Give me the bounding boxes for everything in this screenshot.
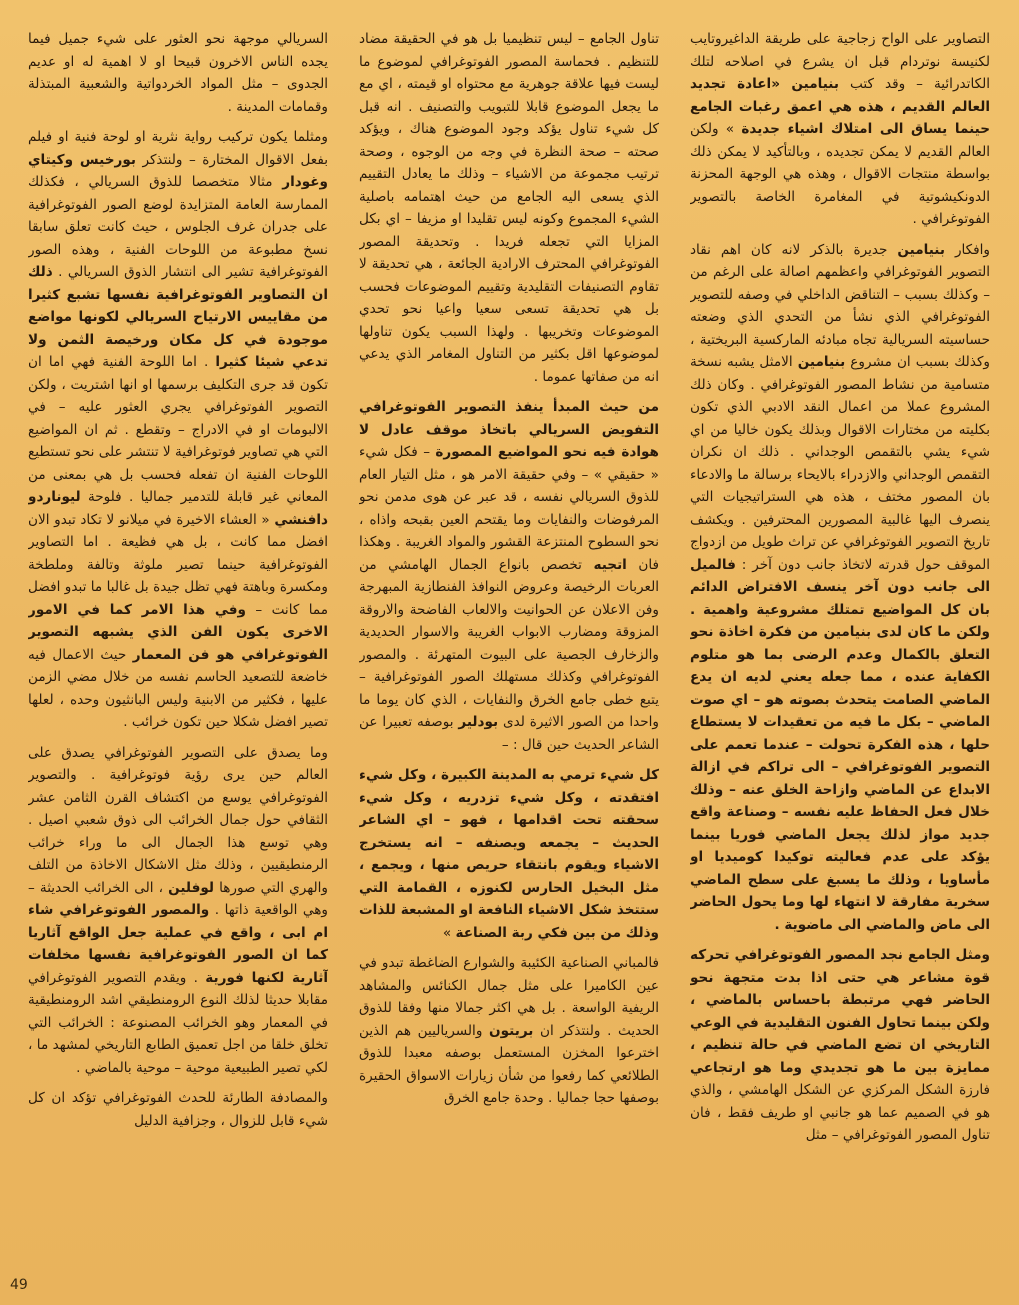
text-run: والمصادفة الطارئة للحدث الفوتوغرافي تؤكد ان كل شيء قابل للزوال ، وجزافية الدليل (28, 1090, 328, 1129)
bold-text-run: لوفلين (168, 879, 214, 896)
bold-text-run: كل شيء ترمي به المدينة الكبيرة ، وكل شيء افتقدته ، وكل شيء تزدريه ، وكل شيء سحقته تحت اقدامها ، فهو – اي الشاعر الحديث – يجمعه ويصنفه – انه يستخرج الاشياء ويقوم بانتقاء حريص منها ، ويجمع ، مثل البخيل الحارس لكنوزه ، القمامة التي ستتخذ شكل الاشياء النافعة او المشبعة للذات وذلك من بين فكي ربة الصناعة (359, 767, 659, 941)
text-columns (28, 28, 990, 1268)
article-paragraph (359, 396, 659, 756)
article-paragraph (28, 742, 328, 1080)
text-run: . اما اللوحة الفنية فهي اما ان تكون قد جرى التكليف برسمها او انها اشتريت ، ولكن التصوير الفوتوغرافي يجري العثور عليه – في الالبومات او في الادراج – وتقطع . ثم ان المواضيع التي هي تصاوير فوتوغرافية لا تنتشر على نحو تستطيع اللوحات الفنية ان تفعله فحسب بل هي بمعنى من المعاني غير قابلة للتدمير جماليا . فلوحة (28, 354, 328, 505)
column-right (690, 28, 990, 1268)
text-run: ومثلما يكون تركيب رواية نثرية او لوحة فنية او فيلم بفعل الاقوال المختارة – ولنتذكر (28, 129, 328, 168)
bold-text-run: بنيامين «اعادة تجديد العالم القديم ، هذه هي اعمق رغبات الجامع حينما يساق الى امتلاك اشياء جديدة (690, 76, 990, 137)
text-run: . ويقدم التصوير الفوتوغرافي مقابلا حديثا لذلك النوع الرومنطيقي اشد الرومنطيقية في المعمار وهو الخرائب المصنوعة : الخرائب التي تخلق خلقا من اجل تعميق الطابع التاريخي لمشهد ما ، لكي تصير الطبيعية موحية – موحية بالماضي . (28, 969, 328, 1076)
text-run: ، الى الخرائب الحديثة – وهي الواقعية ذاتها . (28, 879, 328, 918)
text-run: » (442, 924, 456, 941)
magazine-page (28, 28, 990, 1268)
article-paragraph (28, 28, 328, 118)
bold-text-run: بنيامين (797, 354, 846, 370)
bold-text-run: ومثل الجامع نجد المصور الفوتوغرافي تحركه قوة مشاعر هي حتى اذا بدت متجهة نحو الحاضر فهي مرتبطة باحساس بالماضي ، ولكن بينما تحاول الفنون التقليدية في الوعي التاريخي ان تضع الماضي في حالة تنظيم ، ممايزة بين ما هو تجديدي وما هو ارتجاعي (690, 947, 990, 1076)
bold-text-run: بريتون (489, 1022, 534, 1039)
bold-text-run: بنيامين (897, 241, 945, 258)
text-run: تناول الجامع – ليس تنظيميا بل هو في الحقيقة مضاد للتنظيم . فحماسة المصور الفوتوغرافي لموضوع ما ليست فيها علاقة جوهرية مع محتواه او قيمته ، اي مع ما يجعل الموضوع قابلا للتبويب والتصنيف . انه قبل كل شيء تناول يؤكد وجود الموضوع هناك ، ويؤكد صحته – صحة النظرة في وجه من الوجوه ، وصحة ترتيب مجموعة من الاشياء – وذلك ما يعادل التقييم الذي يسعى اليه الجامع من حيث اهتمامه باصلية الشيء المجموع وكونه ليس تقليدا او مزيفا – اي بكل المزايا التي تجعله فريدا . وتحديقة المصور الفوتوغرافي المحترف الارادية الجائعة ، هي تحديقة لا تقاوم التصنيفات التقليدية وتقييم الموضوعات فحسب بل هي تحديقة تسعى سعيا واعيا نحو تحدي الموضوعات وتخريبها . ولهذا السبب يكون تناولها لموضوعها اقل بكثير من التناول المغامر الذي يدعي انه من صفاتها عموما . (359, 31, 659, 385)
text-run: » ولكن العالم القديم لا يمكن تجديده ، وبالتأكيد لا يمكن ذلك بواسطة منتجات الاقوال ، وهذه هي الوجهة المحزنة الدونكيشوتية في المغامرة الخاصة بالتصوير الفوتوغرافي . (690, 121, 990, 227)
bold-text-run: بودلير (458, 714, 499, 730)
text-run: – فكل شيء « حقيقي » – وفي حقيقة الامر هو ، مثل التيار العام للذوق السريالي نفسه ، قد عبر عن هوى مدمن نحو المرفوضات والنفايات وما يقتحم العين بقبحه واذاه ، نحو السطوح المنتزعة القشور والمواد الغريبة . وهكذا فان (359, 444, 659, 573)
article-paragraph (359, 952, 659, 1110)
article-paragraph (690, 239, 990, 937)
text-run: فالمباني الصناعية الكئيبة والشوارع الضاغطة تبدو في عين الكاميرا على مثل جمال الكنائس والمشاهد الريفية الواسعة . بل هي اكثر جمالا منها وفقا للذوق الحديث . ولنتذكر ان (359, 955, 659, 1039)
text-run: « العشاء الاخيرة في ميلانو لا تكاد تبدو الان افضل مما كانت ، بل هي فظيعة . اما التصاوير الفوتوغرافية حينما تصير ملوثة وتالفة وملطخة ومكسرة وباهتة فهي تظل جيدة بل غالبا ما تبدو افضل مما كانت – (28, 511, 328, 618)
bold-text-run: فالميل الى جانب دون آخر ينسف الافتراض الدائم بان كل المواضيع تمتلك مشروعية واهمية . ولكن ما كان لدى بنيامين من فكرة اخاذة نحو التعلق بالكمال وعدم الرضى بما هو متلوم الكفاية عنده ، مما جعله يعني لديه ان يدع الماضي الصامت يتحدث بصوته هو – اي صوت الماضي – بكل ما فيه من تعقيدات لا يستطاع حلها ، هذه الفكرة تحولت – عندما تعمم على التصوير الفوتوغرافي – الى تراكم في ازالة الابداع عن الماضي وازاحة الخلق عنه – وذلك خلال فعل الحفاظ عليه نفسه – وصناعة واقع جديد مواز لذلك يجعل الماضي فوريا بينما يؤكد على عدم فعاليته توكيدا كوميديا او مأساويا ، وذلك ما يسبغ على سطح الماضي سخرية مفارقة لا انتهاء لها وما يحول الحاضر الى ماض والماضي الى ماضوية . (690, 556, 990, 933)
article-paragraph (690, 28, 990, 231)
bold-text-run: وفي هذا الامر كما في الامور الاخرى يكون الفن الذي يشبهه التصوير الفوتوغرافي هو فن المعمار (28, 601, 328, 663)
bold-text-run: ليوناردو دافنشي (28, 489, 328, 528)
article-paragraph (359, 28, 659, 388)
column-middle (359, 28, 659, 1268)
text-run: بوصفه تعبيرا عن الشاعر الحديث حين قال : – (359, 714, 659, 753)
bold-text-run: ذلك ان التصاوير الفوتوغرافية نفسها تشبع كثيرا من مقاييس الارتياح السريالي لكونها مواضع موجودة في كل مكان ورخيصة الثمن ولا تدعي شيئا كثيرا (28, 264, 328, 370)
article-paragraph (690, 944, 990, 1147)
page-number: 49 (10, 1277, 28, 1293)
bold-text-run: اتجيه (593, 556, 627, 573)
text-run: التصاوير على الواح زجاجية على طريقة الداغيروتايب لكنيسة نوتردام قبل ان يشرع في اصلاحه لتلك الكاتدرائية – وقد كتب (690, 31, 990, 92)
bold-text-run: والمصور الفوتوغرافي شاء ام ابى ، واقع في عملية جعل الواقع آثاريا كما ان الصور الفوتوغرافية نفسها مخلفات آثارية لكنها فورية (28, 902, 328, 986)
bold-text-run: بورخيس وكيتاي وغودار (28, 151, 328, 190)
text-run: الامثل يشبه نسخة متسامية من نشاط المصور الفوتوغرافي . وكان ذلك المشروع عملا من اعمال النقد الادبي الذي تكون بكليته من مختارات الاقوال وبذلك يكون خاليا من اي شيء يشي بالتقمص الوجداني . ذلك ان نكران التقمص الوجداني والازدراء بالايحاء برسالة ما والادعاء بان المصور مختف ، هذه هي الستراتيجيات التي ينصرف اليها غالبية المصورين المحترفين . ويكشف تاريخ التصوير الفوتوغرافي عن تراث طويل من ازدواج الموقف حول قدرته لاتخاذ جانب دون آخر : (690, 354, 990, 573)
article-paragraph (28, 1087, 328, 1132)
column-left (28, 28, 328, 1268)
text-run: وما يصدق على التصوير الفوتوغرافي يصدق على العالم حين يرى رؤية فوتوغرافية . والتصوير الفوتوغرافي يوسع من اكتشاف القرن الثامن عشر الثقافي حول جمال الخرائب الى ذوق شعبي اصيل . وهي توسع هذا الجمال الى ما وراء خرائب الرمنطيقيين ، وذلك مثل الاشكال الاخاذة من التلف والهري التي صورها (28, 744, 328, 896)
text-run: والسرياليين هم الذين اخترعوا المخزن المستعمل بوصفه معبدا للذوق الطلائعي كما رفعوا من شأن زيارات الاسواق الحقيرة بوصفها حجا جماليا . وحدة جامع الخرق (359, 1022, 659, 1106)
text-run: وافكار (944, 241, 990, 258)
text-run: السريالي موجهة نحو العثور على شيء جميل فيما يجده الناس الاخرون قبيحا او لا اهمية له او عديم الجدوى – مثل المواد الخردواتية والشعبية المبتذلة وقمامات المدينة . (28, 31, 328, 115)
text-run: حيث الاعمال فيه خاضعة للتصعيد الحاسم نفسه من خلال مضي الزمن عليها ، فكثير من الابنية وليس البانثيون وحده ، لعلها تصير افضل شكلا حين تكون خرائب . (28, 646, 328, 730)
text-run: جديرة بالذكر لانه كان اهم نقاد التصوير الفوتوغرافي واعظمهم اصالة على الرغم من – وكذلك بسبب – التناقض الداخلي في وصفه للتصوير الفوتوغرافي الذي نشأ من التحدي الذي وضعته حساسيته السريالية تجاه مبادئه الماركسية البريختية ، وكذلك بسبب ان مشروع (690, 241, 990, 370)
text-run: فارزة الشكل المركزي عن الشكل الهامشي ، والذي هو في الصميم عما هو جانبي او طريف فقط ، فان تناول المصور الفوتوغرافي – مثل (690, 1082, 990, 1143)
article-paragraph (359, 764, 659, 944)
bold-text-run: من حيث المبدأ ينفذ التصوير الفوتوغرافي التفويض السريالي باتخاذ موقف عادل لا هوادة فيه نحو المواضيع المصورة (359, 399, 659, 460)
article-paragraph (28, 126, 328, 734)
text-run: مثالا متخصصا للذوق السريالي ، فكذلك الممارسة العامة المتزايدة لوضع الصور الفوتوغرافية على جدران غرف الجلوس ، حيث كانت تعلق سابقا نسخ مطبوعة من اللوحات الفنية ، وهذه الصور الفوتوغرافية تشير الى انتشار الذوق السريالي . (28, 174, 328, 280)
text-run: تخصص بانواع الجمال الهامشي من العربات الرخيصة وعروض النوافذ الفنطازية المبهرجة وفن الاعلان عن الحوانيت والالعاب الفاضحة والاروقة المزوقة ومضارب الابواب الغريبة والاسوار الحديدية والزخارف الجصية على البيوت المتهرئة . والمصور الفوتوغرافي وكذلك مستهلك الصور الفوتوغرافية – يتبع خطى جامع الخرق والنفايات ، الذي كان يوما ما واحدا من الصور الاثيرة لدى (359, 556, 659, 730)
